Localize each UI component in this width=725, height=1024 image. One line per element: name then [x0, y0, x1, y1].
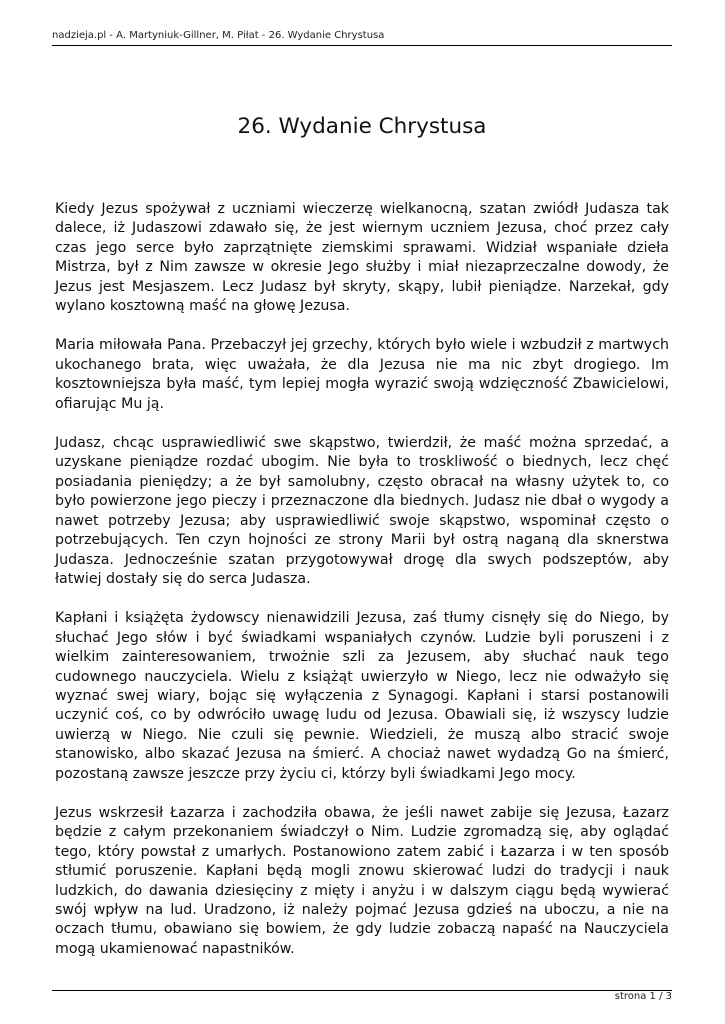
- page-number: strona 1 / 3: [614, 991, 672, 1002]
- paragraph: Maria miłowała Pana. Przebaczył jej grzechy, których było wiele i wzbudził z martwych ukochanego brata, więc uważała, że dla Jezusa nie ma nic zbyt drogiego. Im kosztowniejsza była maść, tym lepiej mogła wyrazić swoją wdzięczność Zbawicielowi, ofiarując Mu ją.: [55, 337, 669, 412]
- header-divider: [52, 45, 672, 46]
- page-header: nadzieja.pl - A. Martyniuk-Gillner, M. Piłat - 26. Wydanie Chrystusa: [52, 30, 385, 41]
- paragraph: Judasz, chcąc usprawiedliwić swe skąpstwo, twierdził, że maść można sprzedać, a uzyskane pieniądze rozdać ubogim. Nie była to troskliwość o biednych, lecz chęć posiadania pieniędzy; a że był samolubny, często obracał na własny użytek to, co było powierzone jego pieczy i przeznaczone dla biednych. Judasz nie dbał o wygody a nawet potrzeby Jezusa; aby usprawiedliwić swoje skąpstwo, wspominał często o potrzebujących. Ten czyn hojności ze strony Marii był ostrą naganą dla sknerstwa Judasza. Jednocześnie szatan przygotowywał drogę dla swych podszeptów, aby łatwiej dostały się do serca Judasza.: [55, 435, 669, 587]
- document-body: [55, 200, 669, 979]
- paragraph: Kiedy Jezus spożywał z uczniami wieczerzę wielkanocną, szatan zwiódł Judasza tak dalece, iż Judaszowi zdawało się, że jest wiernym uczniem Jezusa, choć przez cały czas jego serce było zaprzątnięte ziemskimi sprawami. Widział wspaniałe dzieła Mistrza, był z Nim zawsze w okresie Jego służby i miał niezaprzeczalne dowody, że Jezus jest Mesjaszem. Lecz Judasz był skryty, skąpy, lubił pieniądze. Narzekał, gdy wylano kosztowną maść na głowę Jezusa.: [55, 201, 669, 315]
- paragraph: Kapłani i książęta żydowscy nienawidzili Jezusa, zaś tłumy cisnęły się do Niego, by słuchać Jego słów i być świadkami wspaniałych czynów. Ludzie byli poruszeni i z wielkim zainteresowaniem, trwożnie szli za Jezusem, aby słuchać nauk tego cudownego nauczyciela. Wielu z książąt uwierzyło w Niego, lecz nie odważyło się wyznać swej wiary, bojąc się wyłączenia z Synagogi. Kapłani i starsi postanowili uczynić coś, co by odwróciło uwagę ludu od Jezusa. Obawiali się, iż wszyscy ludzie uwierzą w Niego. Nie czuli się pewnie. Wiedzieli, że muszą albo stracić swoje stanowisko, albo skazać Jezusa na śmierć. A chociaż nawet wydadzą Go na śmierć, pozostaną zawsze jeszcze przy życiu ci, którzy byli świadkami Jego mocy.: [55, 610, 669, 782]
- document-title: 26. Wydanie Chrystusa: [237, 114, 487, 139]
- paragraph: Jezus wskrzesił Łazarza i zachodziła obawa, że jeśli nawet zabije się Jezusa, Łazarz będzie z całym przekonaniem świadczył o Nim. Ludzie zgromadzą się, aby oglądać tego, który powstał z umarłych. Postanowiono zatem zabić i Łazarza i w ten sposób stłumić poruszenie. Kapłani będą mogli znowu skierować ludzi do tradycji i nauk ludzkich, do dawania dziesięciny z mięty i anyżu i w dalszym ciągu będą wywierać swój wpływ na lud. Uradzono, iż należy pojmać Jezusa gdzieś na uboczu, a nie na oczach tłumu, obawiano się bowiem, że gdy ludzie zobaczą napaść na Nauczyciela mogą ukamienować napastników.: [55, 804, 669, 957]
